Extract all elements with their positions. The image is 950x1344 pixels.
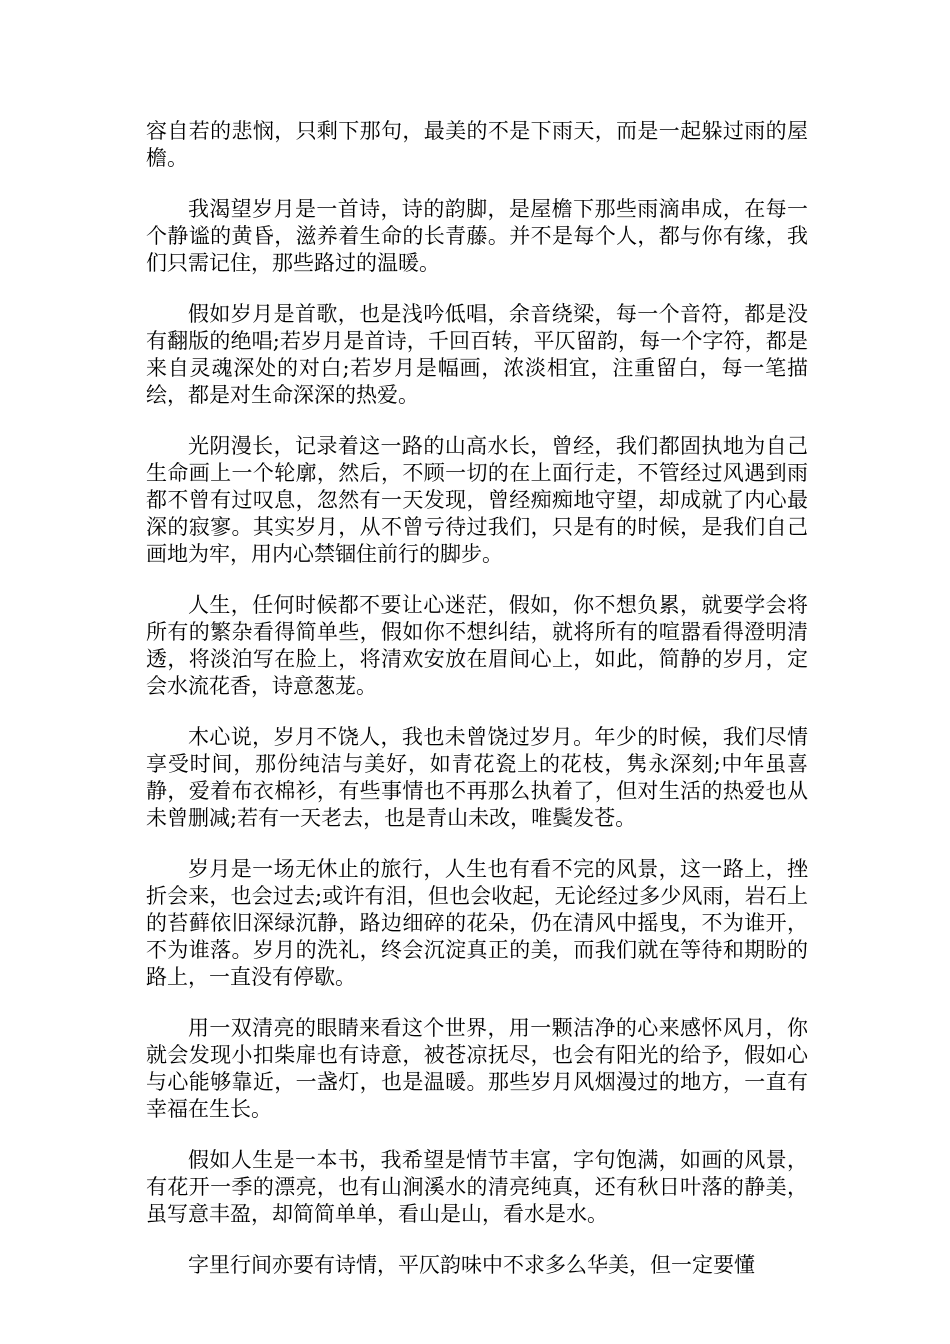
paragraph: 我渴望岁月是一首诗，诗的韵脚，是屋檐下那些雨滴串成，在每一个静谧的黄昏，滋养着生命的长青藤。并不是每个人，都与你有缘，我们只需记住，那些路过的温暖。 <box>146 197 808 275</box>
paragraph: 岁月是一场无休止的旅行，人生也有看不完的风景，这一路上，挫折会来，也会过去;或许有泪，但也会收起，无论经过多少风雨，岩石上的苔藓依旧深绿沉静，路边细碎的花朵，仍在清风中摇曳，不为谁开，不为谁落。岁月的洗礼，终会沉淀真正的美，而我们就在等待和期盼的路上，一直没有停歇。 <box>146 857 808 989</box>
paragraph-continued: 容自若的悲悯，只剩下那句，最美的不是下雨天，而是一起躲过雨的屋檐。 <box>146 119 808 170</box>
document-body <box>146 118 808 1303</box>
paragraph: 假如人生是一本书，我希望是情节丰富，字句饱满，如画的风景，有花开一季的漂亮，也有山涧溪水的清亮纯真，还有秋日叶落的静美，虽写意丰盈，却简简单单，看山是山，看水是水。 <box>146 1148 808 1226</box>
paragraph: 人生，任何时候都不要让心迷茫，假如，你不想负累，就要学会将所有的繁杂看得简单些，假如你不想纠结，就将所有的喧嚣看得澄明清透，将淡泊写在脸上，将清欢安放在眉间心上，如此，简静的岁月，定会水流花香，诗意葱茏。 <box>146 593 808 698</box>
paragraph-truncated: 字里行间亦要有诗情，平仄韵味中不求多么华美，但一定要懂 <box>188 1253 755 1277</box>
paragraph: 用一双清亮的眼睛来看这个世界，用一颗洁净的心来感怀风月，你就会发现小扣柴扉也有诗意，被苍凉抚尽，也会有阳光的给予，假如心与心能够靠近，一盏灯，也是温暖。那些岁月风烟漫过的地方，一直有幸福在生长。 <box>146 1016 808 1121</box>
paragraph: 假如岁月是首歌，也是浅吟低唱，余音绕梁，每一个音符，都是没有翻版的绝唱;若岁月是首诗，千回百转，平仄留韵，每一个字符，都是来自灵魂深处的对白;若岁月是幅画，浓淡相宜，注重留白，每一笔描绘，都是对生命深深的热爱。 <box>146 302 808 407</box>
paragraph: 木心说，岁月不饶人，我也未曾饶过岁月。年少的时候，我们尽情享受时间，那份纯洁与美好，如青花瓷上的花枝，隽永深刻;中年虽喜静，爱着布衣棉衫，有些事情也不再那么执着了，但对生活的热爱也从未曾删减;若有一天老去，也是青山未改，唯鬓发苍。 <box>146 725 808 830</box>
paragraph: 光阴漫长，记录着这一路的山高水长，曾经，我们都固执地为自己生命画上一个轮廓，然后，不顾一切的在上面行走，不管经过风遇到雨都不曾有过叹息，忽然有一天发现，曾经痴痴地守望，却成就了内心最深的寂寥。其实岁月，从不曾亏待过我们，只是有的时候，是我们自己画地为牢，用内心禁锢住前行的脚步。 <box>146 434 808 566</box>
